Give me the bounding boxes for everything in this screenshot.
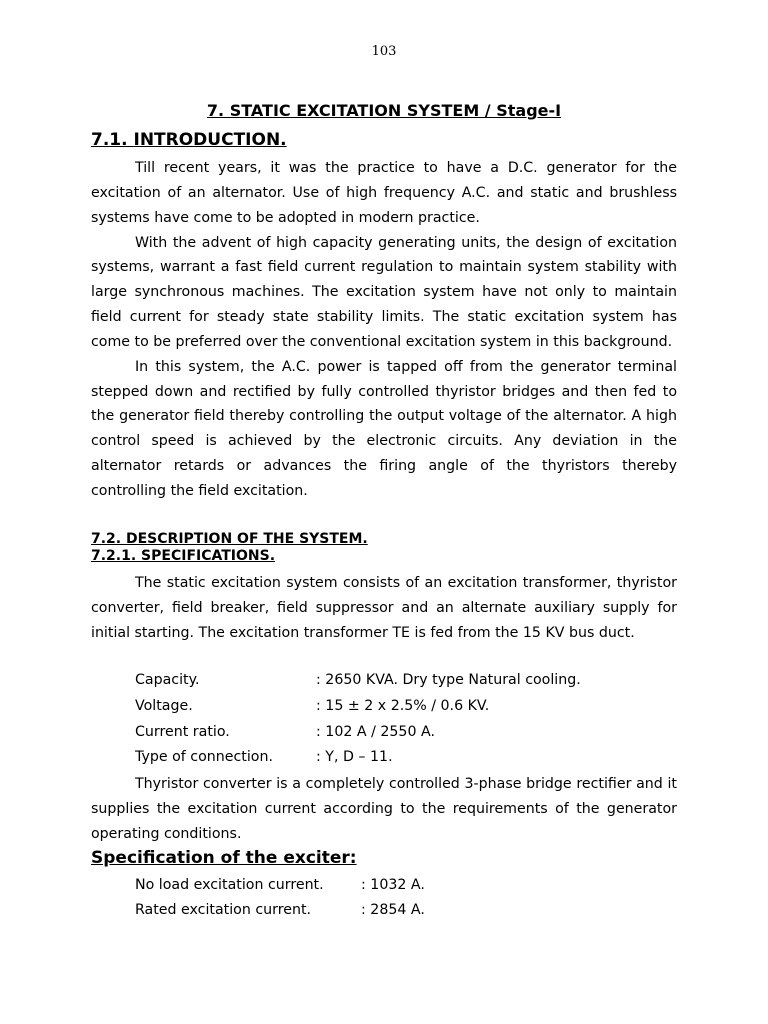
spec-section bbox=[91, 571, 677, 646]
intro-paragraph: In this system, the A.C. power is tapped off from the generator terminal stepped down and rectified by fully controlled thyristor bridges and then fed to the generator field thereby controlling the output voltage of the alternator. A high control speed is achieved by the electronic circuits. Any deviation in the alternator retards or advances the firing angle of the thyristors thereby controlling the field excitation. bbox=[91, 358, 677, 499]
spec-value: : 1032 A. bbox=[361, 877, 425, 893]
spec-label: No load excitation current. bbox=[135, 877, 324, 893]
spec-value: : 2854 A. bbox=[361, 902, 425, 918]
spec-value: : 2650 KVA. Dry type Natural cooling. bbox=[316, 672, 581, 688]
spec-paragraph: The static excitation system consists of an excitation transformer, thyristor converter, field breaker, field suppressor and an alternate auxiliary supply for initial starting. The excitation transformer TE is fed from the 15 KV bus duct. bbox=[91, 575, 677, 641]
description-heading: 7.2. DESCRIPTION OF THE SYSTEM. bbox=[91, 531, 368, 547]
converter-section bbox=[91, 772, 677, 847]
spec-value: : Y, D – 11. bbox=[316, 749, 393, 765]
chapter-title: 7. STATIC EXCITATION SYSTEM / Stage-I bbox=[206, 101, 562, 120]
spec-value: : 15 ± 2 x 2.5% / 0.6 KV. bbox=[316, 698, 490, 714]
page-number: 103 bbox=[371, 44, 397, 59]
intro-section bbox=[91, 156, 677, 504]
exciter-heading: Specification of the exciter: bbox=[91, 848, 357, 868]
intro-paragraph: Till recent years, it was the practice to have a D.C. generator for the excitation of an alternator. Use of high frequency A.C. and static and brushless systems have come to be adopted in modern practice. bbox=[91, 160, 677, 226]
section-title: 7.1. INTRODUCTION. bbox=[91, 130, 287, 150]
spec-label: Rated excitation current. bbox=[135, 902, 312, 918]
spec-label: Voltage. bbox=[135, 698, 193, 714]
intro-paragraph: With the advent of high capacity generating units, the design of excitation systems, warrant a fast field current regulation to maintain system stability with large synchronous machines. The excitation system have not only to maintain field current for steady state stability limits. The static excitation system has come to be preferred over the conventional excitation system in this background. bbox=[91, 234, 677, 350]
spec-label: Capacity. bbox=[135, 672, 200, 688]
spec-label: Type of connection. bbox=[135, 749, 273, 765]
spec-value: : 102 A / 2550 A. bbox=[316, 724, 435, 740]
spec-label: Current ratio. bbox=[135, 724, 230, 740]
specifications-heading: 7.2.1. SPECIFICATIONS. bbox=[91, 548, 276, 564]
converter-paragraph: Thyristor converter is a completely controlled 3-phase bridge rectifier and it supplies the excitation current according to the requirements of the generator operating conditions. bbox=[91, 776, 677, 842]
